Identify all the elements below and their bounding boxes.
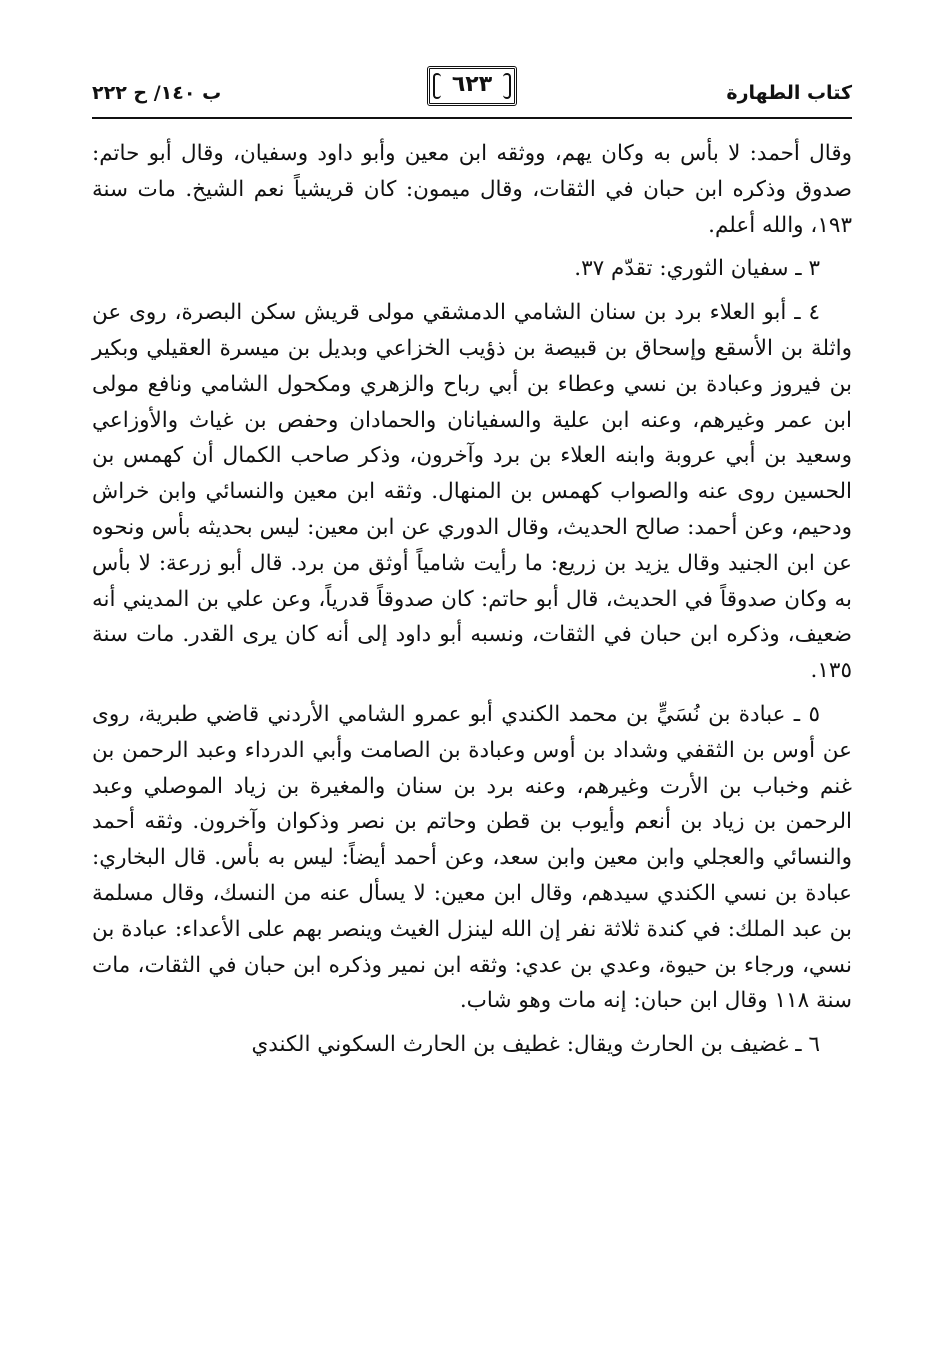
paragraph-continuation: وقال أحمد: لا بأس به وكان يهم، ووثقه ابن معين وأبو داود وسفيان، وقال أبو حاتم: صدوق وذكره ابن حبان في الثقات، وقال ميمون: كان قريشياً نعم الشيخ. مات سنة ١٩٣، والله أعلم. <box>92 141 852 238</box>
paragraph-entry-4: ٤ ـ أبو العلاء برد بن سنان الشامي الدمشقي مولى قريش سكن البصرة، روى عن واثلة بن الأسقع وإسحاق بن قبيصة بن ذؤيب الخزاعي وبديل بن ميسرة العقيلي وبكير بن فيروز وعبادة بن نسي وعطاء بن أبي رباح والزهري ومكحول الشامي ونافع مولى ابن عمر وغيرهم، وعنه ابن علية والسفيانان والحمادان وحفص بن غياث والأوزاعي وسعيد بن أبي عروبة وابنه العلاء بن برد وآخرون، وذكر صاحب الكمال أن كهمس بن الحسين روى عنه والصواب كهمس بن المنهال. وثقه ابن معين والنسائي وابن خراش ودحيم، وعن أحمد: صالح الحديث، وقال الدوري عن ابن معين: ليس بحديثه بأس ونحوه عن ابن الجنيد وقال يزيد بن زريع: ما رأيت شامياً أوثق من برد. قال أبو زرعة: لا بأس به وكان صدوقاً في الحديث، قال أبو حاتم: كان صدوقاً قدرياً، وعن علي بن المديني أنه ضعيف، وذكره ابن حبان في الثقات، ونسبه أبو داود إلى أنه كان يرى القدر. مات سنة ١٣٥. <box>92 300 852 684</box>
paragraph-entry-6: ٦ ـ غضيف بن الحارث ويقال: غطيف بن الحارث السكوني الكندي <box>251 1032 820 1058</box>
page-number-frame <box>427 66 517 106</box>
page-number: ٦٢٣ <box>451 72 493 97</box>
book-title: كتاب الطهارة <box>726 82 852 104</box>
volume-reference: ب ١٤٠/ ح ٢٢٢ <box>92 82 222 104</box>
header-divider <box>92 117 852 119</box>
paragraph-entry-3: ٣ ـ سفيان الثوري: تقدّم ٣٧. <box>574 256 820 282</box>
page-header <box>92 66 852 114</box>
body-text <box>92 136 852 1063</box>
paragraph-entry-5: ٥ ـ عبادة بن نُسَيٍّ بن محمد الكندي أبو عمرو الشامي الأردني قاضي طبرية، روى عن أوس بن الثقفي وشداد بن أوس وعبادة بن الصامت وأبي الدرداء وعبد الرحمن بن غنم وخباب بن الأرت وغيرهم، وعنه برد بن سنان والمغيرة بن زياد الموصلي وعبد الرحمن بن زياد بن أنعم وأيوب بن قطن وحاتم بن نصر وذكوان وآخرون. وثقه أحمد والنسائي والعجلي وابن معين وابن سعد، وعن أحمد أيضاً: ليس به بأس. قال البخاري: عبادة بن نسي الكندي سيدهم، وقال ابن معين: لا يسأل عنه من النسك، وقال مسلمة بن عبد الملك: في كندة ثلاثة نفر إن الله لينزل الغيث وينصر بهم على الأعداء: عبادة بن نسي، ورجاء بن حيوة، وعدي بن عدي: وثقه ابن نمير وذكره ابن حبان في الثقات، مات سنة ١١٨ وقال ابن حبان: إنه مات وهو شاب. <box>92 701 852 1014</box>
